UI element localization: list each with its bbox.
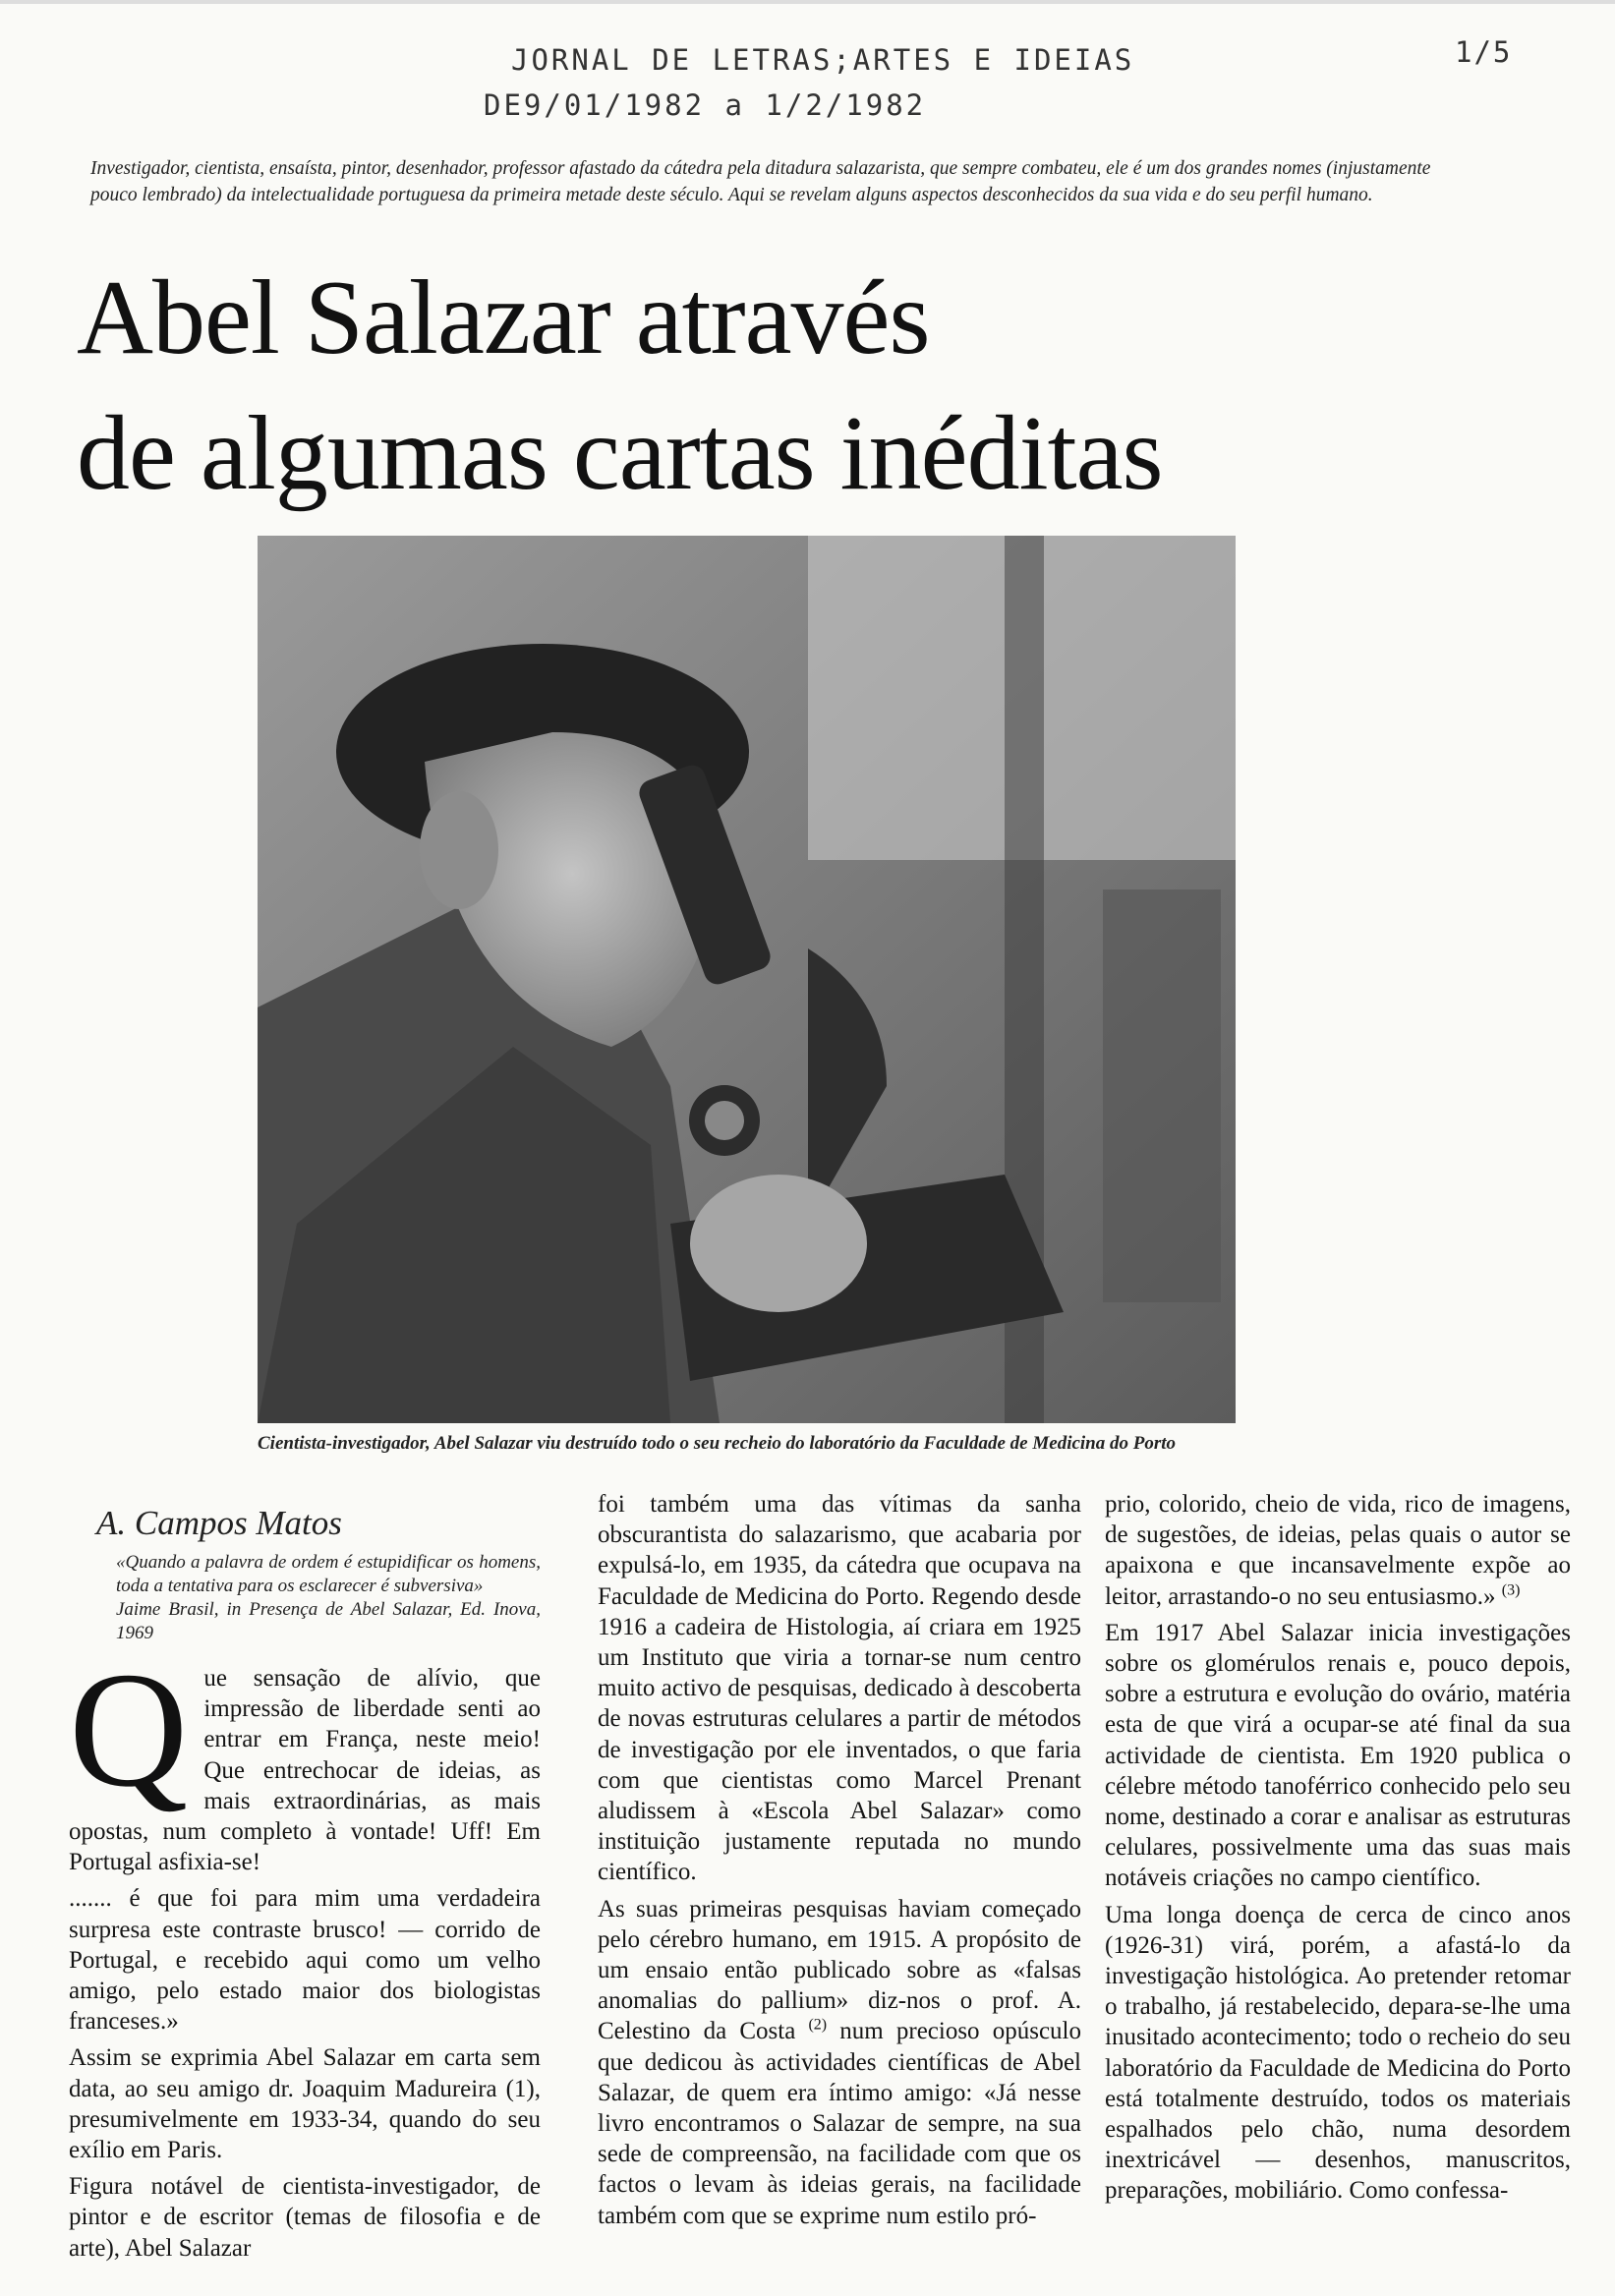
date-range: DE9/01/1982 a 1/2/1982 bbox=[484, 88, 927, 122]
text-column-3 bbox=[1105, 1489, 1571, 2212]
paragraph: Assim se exprimia Abel Salazar em carta sem data, ao seu amigo dr. Joaquim Madureira (1), presumivelmente em 1933-34, quando do seu exílio em Paris. bbox=[69, 2044, 541, 2164]
photo-caption: Cientista-investigador, Abel Salazar viu destruído todo o seu recheio do laboratório da Faculdade de Medicina do Porto bbox=[258, 1433, 1177, 1454]
paragraph: As suas primeiras pesquisas haviam começado pelo cérebro humano, em 1915. A propósito de um ensaio então publicado sobre as «falsas anomalias do pallium» diz-nos o prof. A. Celestino da Costa bbox=[598, 1895, 1081, 2045]
epigraph-source: Jaime Brasil, in Presença de Abel Salazar, Ed. Inova, 1969 bbox=[116, 1599, 541, 1643]
text-column-1 bbox=[69, 1504, 541, 2269]
footnote-ref: (3) bbox=[1501, 1581, 1521, 1599]
paragraph: ....... é que foi para mim uma verdadeira surpresa este contraste brusco! — corrido de Portugal, e recebido aqui como um velho amigo, pelo estado maior dos biologistas franceses.» bbox=[69, 1885, 541, 2036]
page-number: 1/5 bbox=[1455, 35, 1513, 69]
article-lede: Investigador, cientista, ensaísta, pintor, desenhador, professor afastado da cátedra pela ditadura salazarista, que sempre combateu, ele é um dos grandes nomes (injustamente pouco lembrado) da intelectualidade portuguesa da primeira metade deste século. Aqui se revelam alguns aspectos desconhecidos da sua vida e do seu perfil humano. bbox=[90, 158, 1431, 205]
paragraph: foi também uma das vítimas da sanha obscurantista do salazarismo, que acabaria por expulsá-lo, em 1935, da cátedra que ocupava na Faculdade de Medicina do Porto. Regendo desde 1916 a cadeira de Histologia, aí criara em 1925 um Instituto que viria a tornar-se num centro muito activo de pesquisas, dedicado à descoberta de novas estruturas celulares a partir de métodos de investigação por ele inventados, o que faria com que cientistas como Marcel Prenant aludissem à «Escola Abel Salazar» como instituição justamente reputada no mundo científico. bbox=[598, 1491, 1081, 1886]
publication-title: JORNAL DE LETRAS;ARTES E IDEIAS bbox=[511, 43, 1135, 77]
footnote-ref: (2) bbox=[808, 2017, 828, 2035]
paragraph: ue sensação de alívio, que impressão de liberdade senti ao entrar em França, neste meio! Que entrechocar de ideias, as mais extraordinárias, as mais opostas, num completo à vontade! Uff! Em Portugal asfixia-se! bbox=[69, 1665, 541, 1876]
paragraph: Uma longa doença de cerca de cinco anos (1926-31) virá, porém, a afastá-lo da investigação histológica. Ao pretender retomar o trabalho, já restabelecido, depara-se-lhe uma inusitado acontecimento; todo o recheio do seu laboratório da Faculdade de Medicina do Porto está totalmente destruído, todos os materiais espalhados pelo chão, numa desordem inextricável — desenhos, manuscritos, preparações, mobiliário. Como confessa- bbox=[1105, 1901, 1571, 2205]
microscope-photo-illustration bbox=[258, 536, 1236, 1423]
paragraph: num precioso opúsculo que dedicou às actividades científicas de Abel Salazar, de quem era íntimo amigo: «Já nesse livro encontramos o Salazar de sempre, na sua sede de compreensão, na facilidade com que os factos o levam às ideias gerais, na facilidade também com que se exprime num estilo pró- bbox=[598, 2018, 1081, 2229]
epigraph-quote: «Quando a palavra de ordem é estupidificar os homens, toda a tentativa para os esclarecer é subversiva» bbox=[116, 1552, 541, 1596]
paragraph: prio, colorido, cheio de vida, rico de imagens, de sugestões, de ideias, pelas quais o autor se apaixona e que incansavelmente expõe ao leitor, arrastando-o no seu entusiasmo.» bbox=[1105, 1491, 1571, 1610]
scientist-photo bbox=[258, 536, 1236, 1423]
drop-cap: Q bbox=[69, 1638, 189, 1821]
top-scan-edge bbox=[0, 0, 1615, 4]
author-byline: A. Campos Matos bbox=[96, 1504, 342, 1542]
paragraph: Figura notável de cientista-investigador, de pintor e de escritor (temas de filosofia e de arte), Abel Salazar bbox=[69, 2173, 541, 2262]
headline-line-1: Abel Salazar através bbox=[77, 259, 930, 376]
headline-line-2: de algumas cartas inéditas bbox=[77, 395, 1163, 512]
paragraph: Em 1917 Abel Salazar inicia investigações sobre os glomérulos renais e, pouco depois, sobre a estrutura e evolução do ovário, matéria esta de que virá a ocupar-se até final da sua actividade de cientista. Em 1920 publica o célebre método tanoférrico conhecido pelo seu nome, destinado a corar e analisar as estruturas celulares, possivelmente uma das suas mais notáveis criações no campo científico. bbox=[1105, 1619, 1571, 1892]
text-column-2 bbox=[598, 1489, 1081, 2237]
epigraph bbox=[116, 1551, 541, 1645]
article-headline bbox=[77, 251, 1512, 522]
